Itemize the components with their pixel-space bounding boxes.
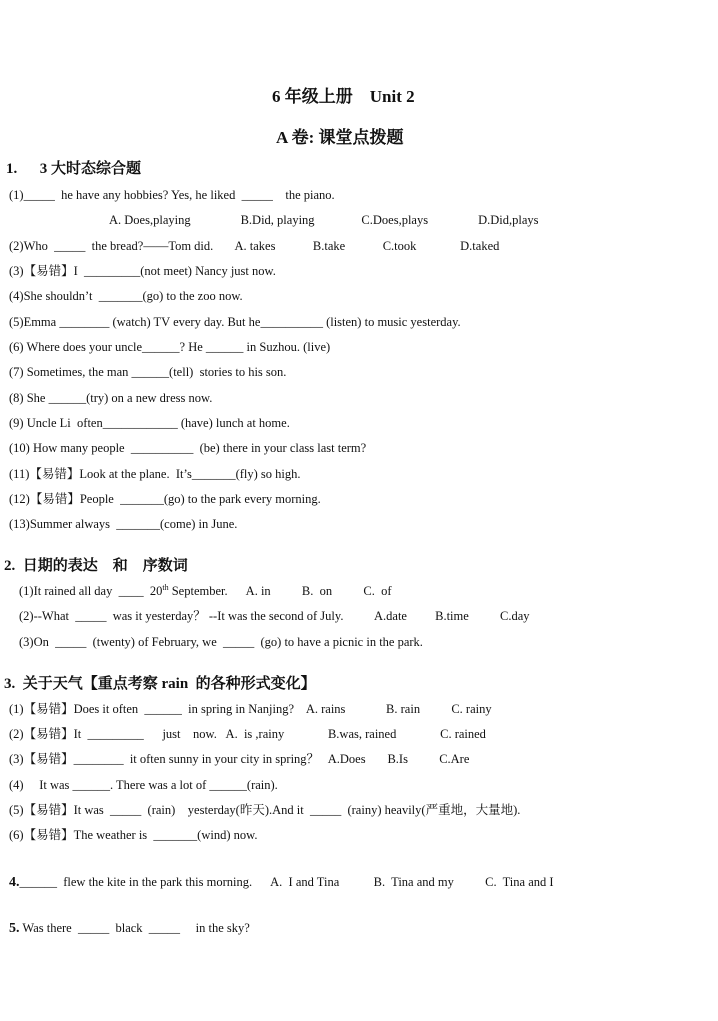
question-3-4: (4) It was ______. There was a lot of ______(rain).: [9, 778, 278, 792]
question-1-2: (2)Who _____ the bread?——Tom did. A. takes B.take C.took D.taked: [9, 239, 500, 253]
question-1-1-options: A. Does,playing B.Did, playing C.Does,plays D.Did,plays: [109, 213, 539, 227]
page-subtitle: A 卷: 课堂点拨题: [276, 128, 404, 147]
question-2-1-part-b: September. A. in B. on C. of: [168, 584, 392, 598]
question-3-1: (1)【易错】Does it often ______ in spring in Nanjing? A. rains B. rain C. rainy: [9, 702, 492, 716]
question-2-1-part-a: (1)It rained all day ____ 20: [19, 584, 163, 598]
question-2-3: (3)On _____ (twenty) of February, we _____ (go) to have a picnic in the park.: [19, 635, 423, 649]
question-1-8: (8) She ______(try) on a new dress now.: [9, 391, 213, 405]
section-2-heading: 2. 日期的表达 和 序数词: [4, 558, 188, 574]
question-1-6: (6) Where does your uncle______? He ______ in Suzhou. (live): [9, 340, 331, 354]
question-3-2: (2)【易错】It _________ just now. A. is ,rainy B.was, rained C. rained: [9, 727, 486, 741]
question-4: [9, 874, 554, 891]
question-2-2: (2)--What _____ was it yesterday？ --It was the second of July. A.date B.time C.day: [19, 609, 530, 623]
question-4-text: ______ flew the kite in the park this morning. A. I and Tina B. Tina and my C. Tina and I: [19, 875, 554, 889]
question-3-6: (6)【易错】The weather is _______(wind) now.: [9, 828, 258, 842]
question-4-number: 4.: [9, 875, 20, 890]
question-5-number: 5.: [9, 921, 20, 936]
question-1-5: (5)Emma ________ (watch) TV every day. But he__________ (listen) to music yesterday.: [9, 315, 461, 329]
question-1-10: (10) How many people __________ (be) there in your class last term?: [9, 441, 367, 455]
question-1-3: (3)【易错】I _________(not meet) Nancy just now.: [9, 264, 276, 278]
question-1-7: (7) Sometimes, the man ______(tell) stories to his son.: [9, 365, 287, 379]
question-3-5: (5)【易错】It was _____ (rain) yesterday(昨天).And it _____ (rainy) heavily(严重地，大量地).: [9, 803, 521, 817]
question-2-1: [19, 583, 392, 599]
question-1-13: (13)Summer always _______(come) in June.: [9, 517, 238, 531]
ordinal-suffix: th: [162, 582, 169, 592]
page-title: 6 年级上册 Unit 2: [272, 87, 415, 106]
question-1-9: (9) Uncle Li often____________ (have) lunch at home.: [9, 416, 290, 430]
question-1-12: (12)【易错】People _______(go) to the park every morning.: [9, 492, 321, 506]
question-1-1: (1)_____ he have any hobbies? Yes, he liked _____ the piano.: [9, 188, 335, 202]
section-1-heading: 1. 3 大时态综合题: [6, 161, 142, 177]
question-1-4: (4)She shouldn’t _______(go) to the zoo now.: [9, 289, 243, 303]
question-5-text: Was there _____ black _____ in the sky?: [19, 921, 250, 935]
question-5: [9, 920, 250, 937]
question-1-11: (11)【易错】Look at the plane. It’s_______(fly) so high.: [9, 467, 301, 481]
section-3-heading: 3. 关于天气【重点考察 rain 的各种形式变化】: [4, 676, 316, 692]
question-3-3: (3)【易错】________ it often sunny in your city in spring？ A.Does B.Is C.Are: [9, 752, 470, 766]
